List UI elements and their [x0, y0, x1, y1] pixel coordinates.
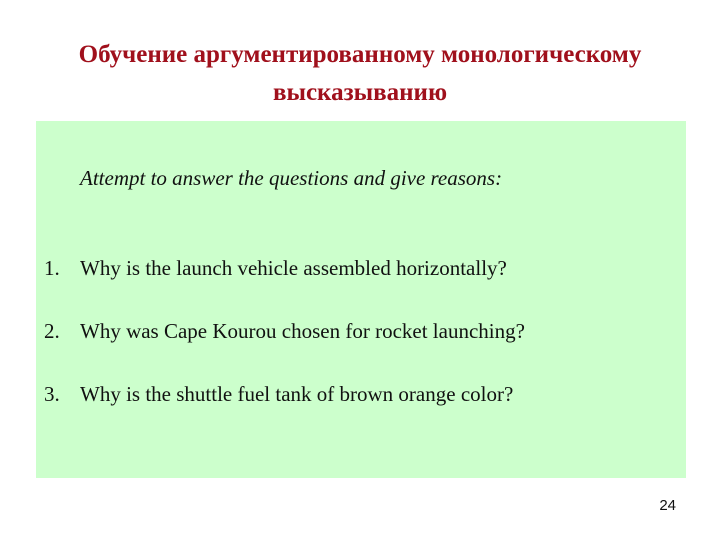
question-item: [44, 319, 525, 344]
slide-title-line-1: Обучение аргументированному монологическому: [78, 41, 642, 68]
page-number: 24: [659, 497, 676, 514]
instruction-text: Attempt to answer the questions and give reasons:: [80, 166, 503, 190]
question-text: Why was Cape Kourou chosen for rocket launching?: [80, 319, 525, 343]
question-number: 2.: [44, 319, 60, 343]
question-item: [44, 256, 507, 281]
slide-title: [20, 36, 700, 112]
question-number: 3.: [44, 382, 60, 406]
question-number: 1.: [44, 256, 60, 280]
slide-title-line-2: высказыванию: [272, 79, 448, 106]
question-item: [44, 382, 513, 407]
question-text: Why is the launch vehicle assembled horizontally?: [80, 256, 507, 280]
question-text: Why is the shuttle fuel tank of brown orange color?: [80, 382, 514, 406]
